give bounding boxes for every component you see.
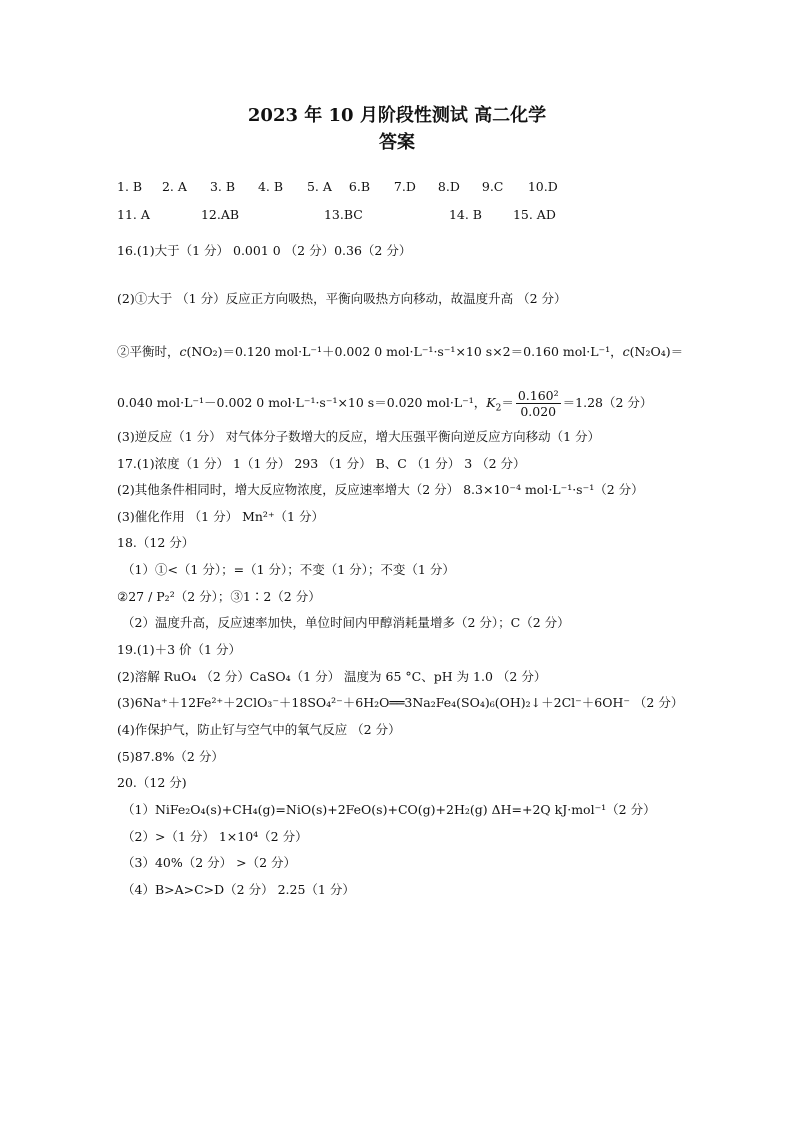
q19-line-2: (2)溶解 RuO₄ （2 分）CaSO₄（1 分） 温度为 65 °C、pH 为 1.0 （2 分） [117, 669, 547, 684]
fraction-denominator: 0.020 [520, 404, 557, 419]
mc-answer: 2. A [161, 179, 187, 194]
q19-line-3: (3)6Na⁺＋12Fe²⁺＋2ClO₃⁻＋18SO₄²⁻＋6H₂O══3Na₂Fe₄(SO₄)₆(OH)₂↓＋2Cl⁻＋6OH⁻ （2 分） [117, 695, 684, 710]
mc-answer: 4. B [257, 179, 284, 194]
mc-answer: 10.D [527, 179, 558, 194]
q16-text: (NO₂)＝0.120 mol·L⁻¹＋0.002 0 mol·L⁻¹·s⁻¹×10 s×2＝0.160 mol·L⁻¹， [186, 344, 623, 359]
mc-answer: 3. B [209, 179, 236, 194]
q16-line-3 [117, 344, 683, 360]
q20-line-1: 20.（12 分) [117, 775, 187, 790]
concentration-symbol: c [179, 344, 187, 359]
fraction-numerator: 0.160² [517, 388, 559, 403]
page-title: 2023 年 10 月阶段性测试 高二化学 [247, 105, 547, 126]
q16-text: 0.040 mol·L⁻¹－0.002 0 mol·L⁻¹·s⁻¹×10 s＝0.020 mol·L⁻¹， [117, 395, 487, 410]
q20-line-2: （1）NiFe₂O₄(s)+CH₄(g)=NiO(s)+2FeO(s)+CO(g)+2H₂(g) ΔH=+2Q kJ·mol⁻¹（2 分） [122, 802, 656, 817]
q18-line-2: （1）①<（1 分）；=（1 分）；不变（1 分）；不变（1 分） [122, 562, 455, 577]
mc-answer: 14. B [448, 207, 482, 222]
q18-line-3: ②27 / P₂²（2 分）；③1∶2（2 分） [117, 589, 321, 604]
mc-answer: 5. A [306, 179, 332, 194]
mc-answer: 12.AB [200, 207, 240, 222]
q17-line-2: (2)其他条件相同时，增大反应物浓度，反应速率增大（2 分） 8.3×10⁻⁴ mol·L⁻¹·s⁻¹（2 分） [117, 482, 644, 497]
q19-line-4: (4)作保护气，防止钌与空气中的氧气反应 （2 分） [117, 722, 401, 737]
q16-text: ＝ [501, 395, 514, 410]
q18-line-1: 18.（12 分） [117, 535, 195, 550]
q20-line-4: （3）40%（2 分） >（2 分） [122, 855, 297, 870]
q16-text: ＝1.28（2 分） [562, 395, 653, 410]
q16-text: ②平衡时， [117, 344, 180, 359]
q16-line-1: 16.(1)大于（1 分） 0.001 0 （2 分）0.36（2 分） [117, 243, 412, 258]
q16-line-5: (3)逆反应（1 分） 对气体分子数增大的反应，增大压强平衡向逆反应方向移动（1 分） [117, 429, 601, 444]
mc-answer: 11. A [117, 207, 150, 222]
q16-line-2: (2)①大于 （1 分）反应正方向吸热，平衡向吸热方向移动，故温度升高 （2 分） [117, 291, 567, 306]
page-subtitle: 答案 [379, 132, 415, 153]
mc-answer: 6.B [348, 179, 371, 194]
q19-line-1: 19.(1)＋3 价（1 分） [117, 642, 241, 657]
equilibrium-constant-subscript: 2 [495, 403, 502, 414]
mc-answer: 1. B [117, 179, 143, 194]
mc-row-2 [117, 207, 556, 223]
q19-line-5: (5)87.8%（2 分） [117, 749, 224, 764]
mc-answer: 8.D [437, 179, 460, 194]
equilibrium-constant-symbol: K [486, 395, 496, 410]
q17-line-1: 17.(1)浓度（1 分） 1（1 分） 293 （1 分） B、C （1 分） 3 （2 分） [117, 456, 526, 471]
q16-line-4 [117, 388, 652, 419]
mc-answer: 9.C [481, 179, 504, 194]
mc-row-1 [117, 179, 558, 195]
q20-line-5: （4）B>A>C>D（2 分） 2.25（1 分） [122, 882, 355, 897]
mc-answer: 13.BC [323, 207, 363, 222]
q18-line-4: （2）温度升高，反应速率加快，单位时间内甲醇消耗量增多（2 分）；C（2 分） [122, 615, 570, 630]
concentration-symbol: c [622, 344, 630, 359]
mc-answer: 7.D [393, 179, 416, 194]
q20-line-3: （2）>（1 分） 1×10⁴（2 分） [122, 829, 308, 844]
q17-line-3: (3)催化作用 （1 分） Mn²⁺（1 分） [117, 509, 324, 524]
mc-answer: 15. AD [512, 207, 556, 222]
q16-text: (N₂O₄)＝ [629, 344, 684, 359]
fraction [516, 388, 561, 419]
